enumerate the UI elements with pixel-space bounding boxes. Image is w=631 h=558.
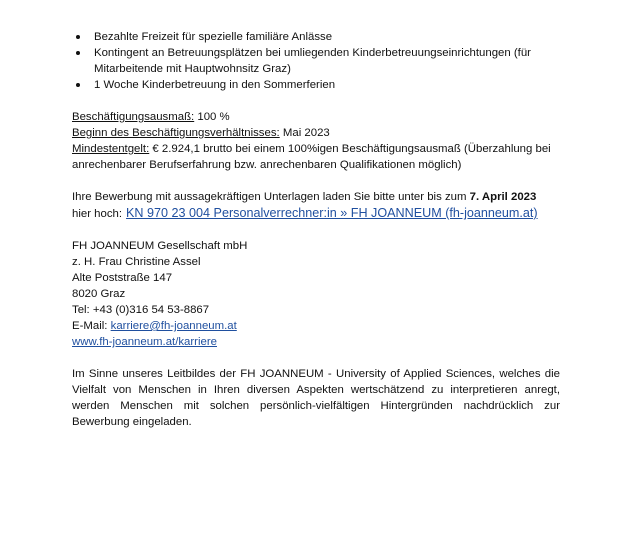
benefits-list xyxy=(72,29,560,93)
contact-city: 8020 Graz xyxy=(72,288,126,300)
application-link-line xyxy=(72,205,560,222)
employment-extent-value: 100 % xyxy=(197,111,230,123)
contact-street: Alte Poststraße 147 xyxy=(72,272,173,284)
benefit-item: Kontingent an Betreuungsplätzen bei umliegenden Kinderbetreuungseinrichtungen (für Mitarbeitende mit Hauptwohnsitz Graz) xyxy=(72,45,560,77)
job-posting-link[interactable]: KN 970 23 004 Personalverrechner:in » FH JOANNEUM (fh-joanneum.at) xyxy=(126,206,538,220)
contact-phone: Tel: +43 (0)316 54 53-8867 xyxy=(72,304,210,316)
employment-start-label: Beginn des Beschäftigungsverhältnisses: xyxy=(72,127,280,139)
closing-paragraph: Im Sinne unseres Leitbildes der FH JOANNEUM - University of Applied Sciences, welches die Vielfalt von Menschen in Ihren diversen Aspekten wertschätzend zu interpretieren anregt, werden Menschen mit solchen persönlich-vielfältigen Hintergründen nachdrücklich zur Bewerbung eingeladen. xyxy=(72,368,560,428)
employment-extent-label: Beschäftigungsausmaß: xyxy=(72,111,195,123)
application-instruction xyxy=(72,189,560,205)
minimum-salary xyxy=(72,141,560,173)
email-link[interactable]: karriere@fh-joanneum.at xyxy=(110,320,237,332)
employment-extent xyxy=(72,109,560,125)
website-link[interactable]: www.fh-joanneum.at/karriere xyxy=(72,336,217,348)
application-here-text: hier hoch: xyxy=(72,208,123,220)
contact-attention: z. H. Frau Christine Assel xyxy=(72,256,201,268)
employment-start-value: Mai 2023 xyxy=(282,127,330,139)
application-text: Ihre Bewerbung mit aussagekräftigen Unterlagen laden Sie bitte unter bis zum xyxy=(72,191,467,203)
contact-email-label: E-Mail: xyxy=(72,320,108,332)
minimum-salary-value: € 2.924,1 brutto bei einem 100%igen Beschäftigungsausmaß (Überzahlung bei anrechenbarer Berufserfahrung bzw. anrechenbaren Qualifikationen möglich) xyxy=(72,143,551,171)
contact-company: FH JOANNEUM Gesellschaft mbH xyxy=(72,240,248,252)
document-body xyxy=(72,29,560,430)
employment-start xyxy=(72,125,560,141)
benefit-item: 1 Woche Kinderbetreuung in den Sommerferien xyxy=(72,77,560,93)
contact-website-line xyxy=(72,334,560,350)
contact-email-line xyxy=(72,318,560,334)
benefit-item: Bezahlte Freizeit für spezielle familiäre Anlässe xyxy=(72,29,560,45)
application-deadline: 7. April 2023 xyxy=(469,191,537,203)
minimum-salary-label: Mindestentgelt: xyxy=(72,143,150,155)
